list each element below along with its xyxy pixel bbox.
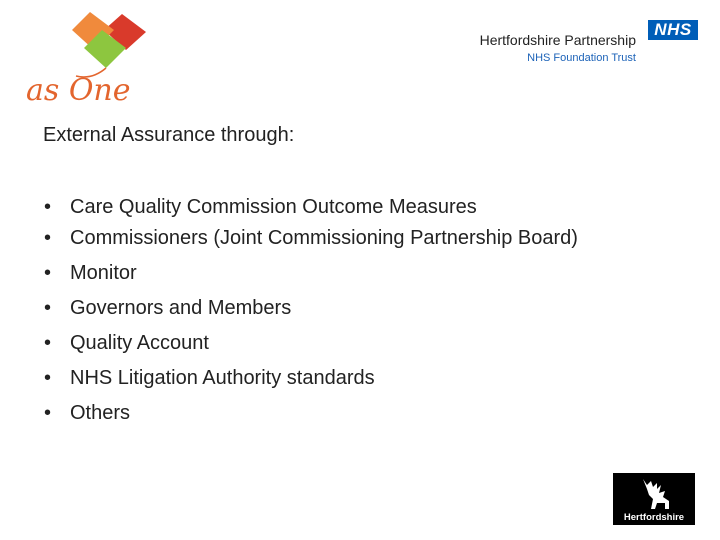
nhs-logo: NHS — [648, 20, 698, 40]
trust-name: NHS Foundation Trust — [527, 52, 636, 64]
list-item: • Governors and Members — [40, 293, 640, 324]
list-item: • Quality Account — [40, 328, 640, 359]
list-item: • Care Quality Commission Outcome Measures — [40, 192, 640, 223]
hertfordshire-label: Hertfordshire — [623, 512, 685, 523]
list-item: • Others — [40, 398, 640, 429]
hart-icon — [613, 473, 695, 513]
list-item: • NHS Litigation Authority standards — [40, 363, 640, 394]
as-one-logo — [22, 8, 162, 108]
organisation-block — [480, 32, 636, 65]
hertfordshire-council-logo — [613, 473, 695, 525]
list-item: • Commissioners (Joint Commissioning Partnership Board) — [40, 223, 640, 254]
slide-heading: External Assurance through: — [43, 124, 295, 146]
bullet-list — [40, 192, 640, 433]
as-one-logo-text: as One — [26, 73, 131, 108]
list-item: • Monitor — [40, 258, 640, 289]
organisation-name: Hertfordshire Partnership — [479, 32, 636, 48]
